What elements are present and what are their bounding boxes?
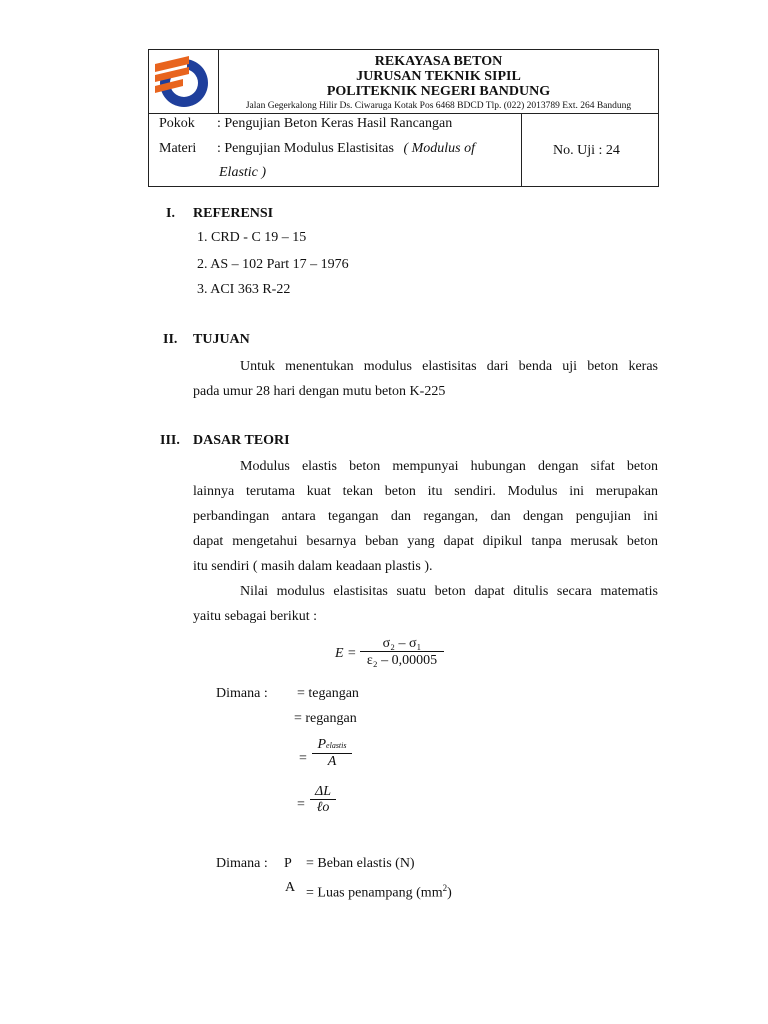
header-divider — [149, 113, 658, 114]
teori-p1-line-1: Modulus elastis beton mempunyai hubungan dengan sifat beton — [240, 459, 658, 474]
desc-p: = Beban elastis (N) — [306, 856, 415, 871]
header-table — [148, 49, 659, 187]
dimana-1-row-2: = regangan — [294, 711, 357, 726]
header-title-2: JURUSAN TEKNIK SIPIL — [356, 69, 521, 84]
reference-item-2: 2. AS – 102 Part 17 – 1976 — [197, 257, 349, 272]
section-3-title: DASAR TEORI — [193, 433, 290, 448]
dimana-2-label: Dimana : — [216, 856, 268, 871]
dimana-1-eq-2: = — [297, 797, 305, 812]
desc-a-text: = Luas penampang (mm — [306, 885, 443, 901]
header-title-3: POLITEKNIK NEGERI BANDUNG — [326, 84, 551, 99]
materi-value-text: : Pengujian Modulus Elastisitas — [217, 141, 394, 156]
teori-p1-line-2: lainnya terutama kuat tekan beton itu sendiri. Modulus ini merupakan — [193, 484, 658, 499]
header-address: Jalan Gegerkalong Hilir Ds. Ciwaruga Kotak Pos 6468 BDCD Tlp. (022) 2013789 Ext. 264 Bandung — [245, 101, 632, 111]
teori-p1-line-4: dapat mengetahui besarnya beban yang dapat dipikul tanpa merusak beton — [193, 534, 658, 549]
pokok-value: : Pengujian Beton Keras Hasil Rancangan — [217, 116, 453, 131]
section-2-title: TUJUAN — [193, 332, 250, 347]
strain-fraction — [310, 784, 336, 816]
dimana-1-eq-1: = — [299, 751, 307, 766]
header-title-cell — [219, 50, 658, 114]
p-elastis-numerator — [312, 737, 352, 753]
header-column-divider — [521, 113, 522, 186]
desc-a-sup: 2 — [442, 883, 448, 893]
materi-italic: ( Modulus of — [403, 141, 476, 156]
section-3-number: III. — [160, 433, 180, 448]
section-1-number: I. — [166, 206, 175, 221]
reference-item-1: 1. CRD - C 19 – 15 — [197, 230, 307, 245]
desc-a-close: ) — [447, 885, 452, 901]
materi-value — [217, 141, 475, 157]
formula-lhs: E = — [335, 646, 357, 661]
tujuan-line-1: Untuk menentukan modulus elastisitas dari benda uji beton keras — [240, 359, 658, 374]
logo-cell — [149, 50, 219, 114]
polban-logo-icon — [149, 50, 219, 114]
formula-denominator: ε₂ – 0,00005 — [360, 651, 444, 669]
teori-p1-line-5: itu sendiri ( masih dalam keadaan plastis ). — [193, 559, 433, 574]
header-title-1: REKAYASA BETON — [374, 54, 503, 69]
strain-numerator: ΔL — [314, 784, 331, 799]
p-subscript: elastis — [326, 741, 347, 750]
p-elastis-fraction — [312, 737, 352, 770]
teori-p2-line-2: yaitu sebagai berikut : — [193, 609, 318, 624]
teori-p1-line-3: perbandingan antara tegangan dan regangan, dan dengan pengujian ini — [193, 509, 658, 524]
section-2-number: II. — [163, 332, 178, 347]
dimana-1-label: Dimana : — [216, 686, 268, 701]
section-1-title: REFERENSI — [193, 206, 274, 221]
p-symbol: P — [317, 737, 327, 752]
strain-denominator: ℓo — [310, 799, 336, 816]
formula-fraction — [360, 636, 444, 669]
no-uji: No. Uji : 24 — [553, 143, 620, 158]
reference-item-3: 3. ACI 363 R-22 — [197, 282, 291, 297]
symbol-p: P — [284, 856, 292, 871]
pokok-label: Pokok — [159, 116, 195, 131]
formula-numerator: σ₂ – σ₁ — [382, 636, 422, 651]
p-elastis-denominator: A — [312, 753, 352, 770]
desc-a — [306, 880, 452, 902]
teori-p2-line-1: Nilai modulus elastisitas suatu beton dapat ditulis secara matematis — [240, 584, 658, 599]
tujuan-line-2: pada umur 28 hari dengan mutu beton K-225 — [193, 384, 446, 399]
symbol-a: A — [285, 880, 296, 895]
dimana-1-row-1: = tegangan — [297, 686, 359, 701]
materi-label: Materi — [159, 141, 197, 156]
materi-italic-2: Elastic ) — [219, 165, 267, 180]
